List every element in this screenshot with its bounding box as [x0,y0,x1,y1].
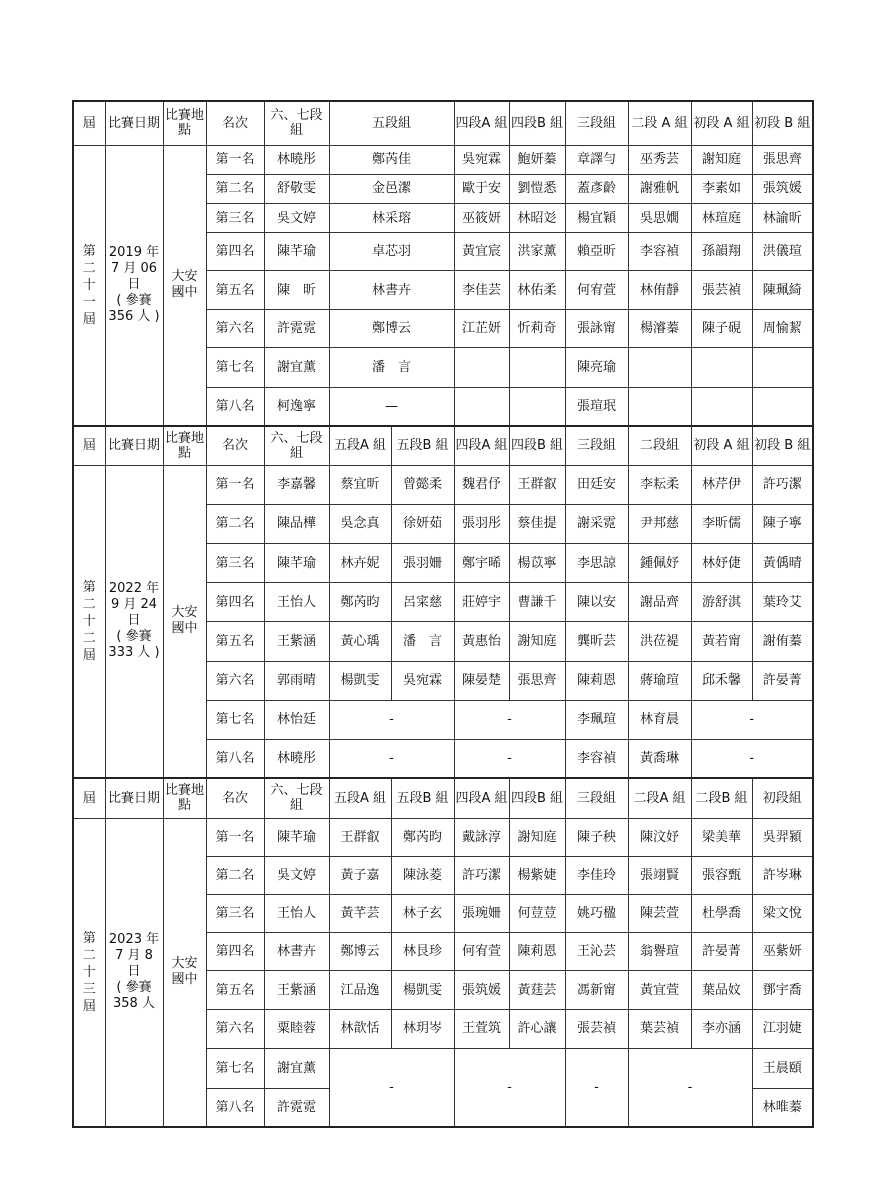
winner-cell: 魏君伃 [454,465,509,504]
winner-cell: 張琬姍 [454,894,509,932]
empty-placeholder: - [329,740,454,778]
winner-cell: 王晨頤 [752,1048,813,1088]
winner-cell: 蔣瑜瑄 [628,661,691,700]
date-line: 333 人 ) [108,645,160,661]
winner-cell: 許心讓 [509,1009,565,1048]
winner-cell: 李亦涵 [691,1009,752,1048]
winner-cell: 陳莉恩 [509,933,565,971]
winner-cell: 陳芊瑜 [264,543,329,582]
winner-cell: 林歆恬 [329,1009,391,1048]
winner-cell: 許晏菁 [752,661,813,700]
rank-cell: 第八名 [206,388,264,426]
winner-cell: 林昭彣 [509,204,565,233]
rank-cell: 第一名 [206,818,264,856]
date-line: 7 月 8 [115,948,153,964]
header-division: 五段A 組 [329,778,391,818]
header-division: 初段 B 組 [752,426,813,465]
rank-cell: 第四名 [206,233,264,271]
winner-cell: 許岑琳 [752,856,813,894]
winner-cell: 黃莛芸 [509,971,565,1009]
winner-cell: 周愉絜 [752,309,813,347]
winner-cell: 吳羿潁 [752,818,813,856]
rank-cell: 第五名 [206,622,264,661]
edition-cell [73,145,105,426]
winner-cell: 王萓筑 [454,1009,509,1048]
winner-cell: 謝侑蓁 [752,622,813,661]
rank-cell: 第三名 [206,204,264,233]
rank-cell: 第七名 [206,1048,264,1088]
header-division: 四段B 組 [509,426,565,465]
header-division: 六、七段組 [264,101,329,145]
header-edition: 屆 [73,426,105,465]
venue-cell [163,465,206,778]
winner-cell: 王沁芸 [565,933,628,971]
winner-cell: 謝品齊 [628,583,691,622]
winner-cell: 許霓霓 [264,1089,329,1127]
winner-cell: 鄧宇喬 [752,971,813,1009]
winner-cell: 林采瑢 [329,204,454,233]
winner-cell: 陳亮瑜 [565,347,628,387]
winner-cell: 劉愷悉 [509,174,565,203]
date-line: ( 參賽 [116,980,152,996]
rank-cell: 第五名 [206,271,264,309]
winner-cell: 李佳芸 [454,271,509,309]
header-division: 二段組 [628,426,691,465]
date-line: 358 人 [113,996,155,1012]
header-division: 二段 A 組 [628,101,691,145]
header-venue: 比賽地點 [163,426,206,465]
winner-cell: 陳汶妤 [628,818,691,856]
date-line: 2019 年 [108,245,160,261]
venue-line: 國中 [171,285,198,301]
winner-cell: 陳以安 [565,583,628,622]
winner-cell: 吳宛霖 [391,661,454,700]
winner-cell: 張容甄 [691,856,752,894]
winner-cell: 王怡人 [264,894,329,932]
header-division: 五段B 組 [391,426,454,465]
winner-cell: 何荳荳 [509,894,565,932]
winner-cell: 黃喬琳 [628,740,691,778]
empty-placeholder: - [329,700,454,739]
winner-cell: 黃偊晴 [752,543,813,582]
winner-cell: 葉玲艾 [752,583,813,622]
winner-cell: 吳思嫺 [628,204,691,233]
winner-cell: 何宥萱 [565,271,628,309]
empty-placeholder: - [454,1048,565,1127]
header-division: 二段B 組 [691,778,752,818]
winner-cell: 歐于安 [454,174,509,203]
winner-cell: 梁文悅 [752,894,813,932]
winner-cell: 陳品樺 [264,504,329,543]
winner-cell: 張詠甯 [565,309,628,347]
winner-cell: 金邑潔 [329,174,454,203]
header-division: 三段組 [565,426,628,465]
winner-cell: 黃宜萱 [628,971,691,1009]
winner-cell: 張芸禎 [565,1009,628,1048]
winner-cell: 楊凱雯 [391,971,454,1009]
date-line: 日 [127,277,141,293]
header-venue: 比賽地點 [163,101,206,145]
rank-cell: 第四名 [206,583,264,622]
winner-cell: 楊宜穎 [565,204,628,233]
winner-cell: 王紫涵 [264,971,329,1009]
venue-line: 國中 [171,972,198,988]
winner-cell: 曾懿柔 [391,465,454,504]
winner-cell: 林玥岑 [391,1009,454,1048]
rank-cell: 第二名 [206,504,264,543]
winner-cell: 蔡宜昕 [329,465,391,504]
winner-cell: 鍾佩妤 [628,543,691,582]
empty-placeholder: - [691,740,813,778]
winner-cell [752,347,813,387]
header-division: 四段A 組 [454,778,509,818]
winner-cell: 孫韻翔 [691,233,752,271]
header-date: 比賽日期 [105,426,163,465]
header-division: 四段B 組 [509,101,565,145]
rank-cell: 第二名 [206,174,264,203]
winner-cell: 許巧潔 [454,856,509,894]
winner-cell: 楊紫婕 [509,856,565,894]
winner-cell: 江羽婕 [752,1009,813,1048]
winner-cell: 林佑柔 [509,271,565,309]
edition-cell [73,465,105,778]
winner-cell: 江芷妍 [454,309,509,347]
date-line: 2023 年 [108,932,160,948]
winner-cell: 謝宜薰 [264,1048,329,1088]
header-rank: 名次 [206,101,264,145]
venue-line: 國中 [171,621,198,637]
venue-line: 大安 [171,605,198,621]
winner-cell: 龔昕芸 [565,622,628,661]
winner-cell: 黃芊芸 [329,894,391,932]
header-date: 比賽日期 [105,101,163,145]
winner-cell: 吳文婷 [264,204,329,233]
winner-cell: 許巧潔 [752,465,813,504]
winner-cell: 林妤倢 [691,543,752,582]
rank-cell: 第六名 [206,1009,264,1048]
rank-cell: 第六名 [206,309,264,347]
winner-cell: 郭雨晴 [264,661,329,700]
winner-cell [691,388,752,426]
winner-cell: 李素如 [691,174,752,203]
winner-cell: 張羽彤 [454,504,509,543]
winner-cell: 陳 昕 [264,271,329,309]
winner-cell: 曹謙千 [509,583,565,622]
edition-label: 第二十二屆 [82,579,96,663]
winner-cell: 謝知庭 [691,145,752,174]
winner-cell: 洪儀瑄 [752,233,813,271]
winner-cell: 陳子硯 [691,309,752,347]
winner-cell: 林唯蓁 [752,1089,813,1127]
empty-placeholder: - [454,700,565,739]
header-rank: 名次 [206,778,264,818]
winner-cell: 王紫涵 [264,622,329,661]
header-division: 初段 B 組 [752,101,813,145]
header-division: 初段組 [752,778,813,818]
winner-cell: 王群叡 [509,465,565,504]
header-edition: 屆 [73,101,105,145]
edition-label: 第二十三屆 [82,930,96,1014]
winner-cell: 卓芯羽 [329,233,454,271]
date-line: 356 人 ) [108,309,160,325]
header-division: 五段組 [329,101,454,145]
rank-cell: 第八名 [206,740,264,778]
winner-cell [691,347,752,387]
winner-cell: 巫筱妍 [454,204,509,233]
winner-cell: — [329,388,454,426]
winner-cell: 馮新甯 [565,971,628,1009]
winner-cell: 潘 言 [329,347,454,387]
rank-cell: 第五名 [206,971,264,1009]
winner-cell: 陳芊瑜 [264,818,329,856]
winner-cell: 林瑄庭 [691,204,752,233]
winner-cell: 張筑媛 [454,971,509,1009]
winner-cell: 賴亞昕 [565,233,628,271]
edition-cell [73,818,105,1127]
winner-cell: 謝知庭 [509,622,565,661]
winner-cell: 鄭博云 [329,309,454,347]
date-cell [105,465,163,778]
winner-cell: 張芸禎 [691,271,752,309]
winner-cell: 戴詠淳 [454,818,509,856]
winner-cell: 黃惠怡 [454,622,509,661]
venue-line: 大安 [171,269,198,285]
winner-cell [454,388,509,426]
header-division: 六、七段組 [264,426,329,465]
header-division: 初段 A 組 [691,426,752,465]
header-division: 六、七段組 [264,778,329,818]
header-division: 四段A 組 [454,426,509,465]
rank-cell: 第八名 [206,1089,264,1127]
winner-cell: 呂寀慈 [391,583,454,622]
winner-cell: 李嘉馨 [264,465,329,504]
winner-cell [454,347,509,387]
winner-cell: 林曉彤 [264,740,329,778]
winner-cell: 謝宜薰 [264,347,329,387]
winner-cell: 張瑄珉 [565,388,628,426]
rank-cell: 第三名 [206,543,264,582]
winner-cell: 林育晨 [628,700,691,739]
date-cell [105,145,163,426]
winner-cell: 柯逸寧 [264,388,329,426]
header-division: 三段組 [565,101,628,145]
winner-cell: 徐妍茹 [391,504,454,543]
rank-cell: 第三名 [206,894,264,932]
venue-line: 大安 [171,956,198,972]
winner-cell: 林艮珍 [391,933,454,971]
winner-cell: 謝采霓 [565,504,628,543]
winner-cell: 楊凱雯 [329,661,391,700]
header-division: 四段A 組 [454,101,509,145]
winner-cell [628,347,691,387]
winner-cell: 陳莉恩 [565,661,628,700]
winner-cell: 章譯勻 [565,145,628,174]
header-division: 初段 A 組 [691,101,752,145]
winner-cell: 尹邦慈 [628,504,691,543]
winner-cell: 忻莉奇 [509,309,565,347]
venue-cell [163,145,206,426]
winner-cell: 林子玄 [391,894,454,932]
winner-cell: 林諭昕 [752,204,813,233]
winner-cell: 張思齊 [752,145,813,174]
winner-cell: 林書卉 [329,271,454,309]
date-line: ( 參賽 [116,293,152,309]
edition-label: 第二十一屆 [82,243,96,327]
winner-cell: 杜學喬 [691,894,752,932]
winner-cell: 林侑靜 [628,271,691,309]
winner-cell: 李昕儒 [691,504,752,543]
winner-cell: 李容禎 [565,740,628,778]
header-division: 五段B 組 [391,778,454,818]
winner-cell: 梁美華 [691,818,752,856]
rank-cell: 第二名 [206,856,264,894]
winner-cell: 林芹伊 [691,465,752,504]
winner-cell: 黃宜宸 [454,233,509,271]
winner-cell: 巫紫妍 [752,933,813,971]
winner-cell: 鄭宇晞 [454,543,509,582]
winner-cell: 林書卉 [264,933,329,971]
winner-cell: 姚巧楹 [565,894,628,932]
winner-cell: 葉品妏 [691,971,752,1009]
winner-cell: 張羽姍 [391,543,454,582]
winner-cell: 張翊賢 [628,856,691,894]
empty-placeholder: - [329,1048,454,1127]
winner-cell: 蔡佳提 [509,504,565,543]
winner-cell: 葉芸禎 [628,1009,691,1048]
winner-cell: 張思齊 [509,661,565,700]
results-table [72,100,814,1128]
date-line: 日 [127,613,141,629]
winner-cell: 楊苡寧 [509,543,565,582]
date-cell [105,818,163,1127]
winner-cell [752,388,813,426]
winner-cell: 陳芸萱 [628,894,691,932]
header-date: 比賽日期 [105,778,163,818]
winner-cell: 潘 言 [391,622,454,661]
winner-cell: 粟睦蓉 [264,1009,329,1048]
winner-cell: 陳泳菱 [391,856,454,894]
header-division: 四段B 組 [509,778,565,818]
header-division: 三段組 [565,778,628,818]
winner-cell: 陳子秧 [565,818,628,856]
winner-cell: 鄭博云 [329,933,391,971]
winner-cell [628,388,691,426]
winner-cell: 邱禾馨 [691,661,752,700]
date-line: 9 月 24 [110,597,158,613]
winner-cell: 李思諒 [565,543,628,582]
winner-cell: 許霓霓 [264,309,329,347]
header-division: 二段A 組 [628,778,691,818]
winner-cell: 吳宛霖 [454,145,509,174]
header-edition: 屆 [73,778,105,818]
date-line: 2022 年 [108,581,160,597]
winner-cell: 洪家薰 [509,233,565,271]
winner-cell: 蓋彥齡 [565,174,628,203]
winner-cell: 吳念真 [329,504,391,543]
winner-cell: 李珮瑄 [565,700,628,739]
winner-cell: 陳芊瑜 [264,233,329,271]
winner-cell: 楊濬蓁 [628,309,691,347]
date-line: ( 參賽 [116,629,152,645]
winner-cell: 鄭芮昀 [391,818,454,856]
winner-cell [509,347,565,387]
winner-cell: 李容禎 [628,233,691,271]
winner-cell: 翁譽瑄 [628,933,691,971]
winner-cell: 陳子寧 [752,504,813,543]
rank-cell: 第七名 [206,347,264,387]
winner-cell: 王怡人 [264,583,329,622]
winner-cell: 李佳玲 [565,856,628,894]
winner-cell: 陳晏楚 [454,661,509,700]
winner-cell: 何宥萱 [454,933,509,971]
winner-cell: 黃心瑀 [329,622,391,661]
venue-cell [163,818,206,1127]
date-line: 日 [127,964,141,980]
empty-placeholder: - [454,740,565,778]
winner-cell: 謝雅帆 [628,174,691,203]
empty-placeholder: - [628,1048,752,1127]
rank-cell: 第一名 [206,145,264,174]
winner-cell: 李耘柔 [628,465,691,504]
header-division: 五段A 組 [329,426,391,465]
rank-cell: 第七名 [206,700,264,739]
rank-cell: 第四名 [206,933,264,971]
winner-cell: 黃子嘉 [329,856,391,894]
winner-cell: 游舒淇 [691,583,752,622]
winner-cell: 許晏菁 [691,933,752,971]
winner-cell: 江品逸 [329,971,391,1009]
winner-cell [509,388,565,426]
winner-cell: 謝知庭 [509,818,565,856]
winner-cell: 巫秀芸 [628,145,691,174]
header-venue: 比賽地點 [163,778,206,818]
header-rank: 名次 [206,426,264,465]
winner-cell: 林曉彤 [264,145,329,174]
winner-cell: 吳文婷 [264,856,329,894]
winner-cell: 王群叡 [329,818,391,856]
winner-cell: 洪莅褆 [628,622,691,661]
winner-cell: 鮑妍蓁 [509,145,565,174]
winner-cell: 張筑媛 [752,174,813,203]
empty-placeholder: - [565,1048,628,1127]
winner-cell: 林怡廷 [264,700,329,739]
winner-cell: 陳珮綺 [752,271,813,309]
empty-placeholder: - [691,700,813,739]
winner-cell: 舒敬雯 [264,174,329,203]
winner-cell: 田廷安 [565,465,628,504]
winner-cell: 鄭芮佳 [329,145,454,174]
rank-cell: 第一名 [206,465,264,504]
rank-cell: 第六名 [206,661,264,700]
winner-cell: 鄭芮昀 [329,583,391,622]
winner-cell: 黃若甯 [691,622,752,661]
winner-cell: 林卉妮 [329,543,391,582]
winner-cell: 莊婷宇 [454,583,509,622]
date-line: 7 月 06 [110,261,158,277]
